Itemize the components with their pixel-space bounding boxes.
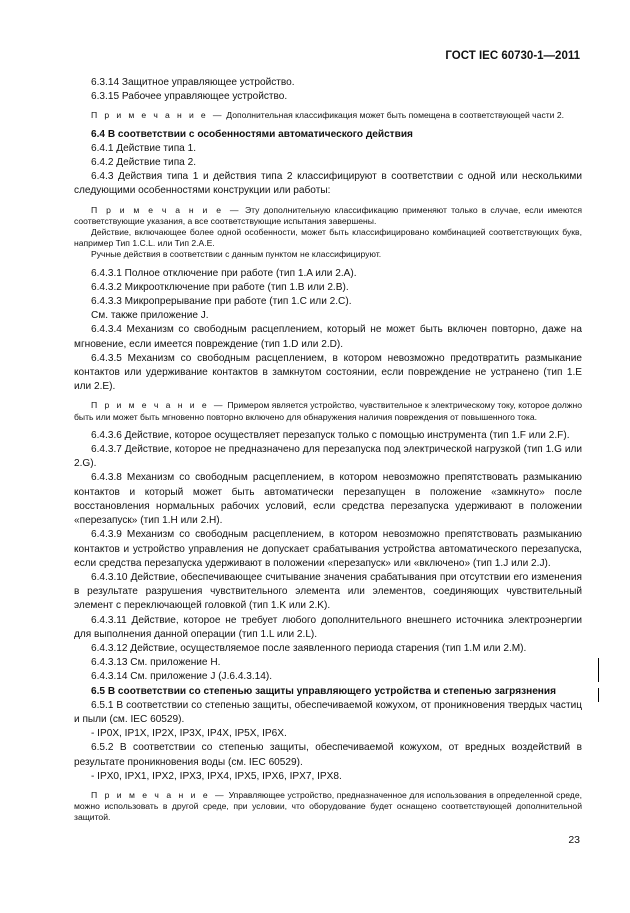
see-also-annex-j: См. также приложение J. xyxy=(91,310,209,322)
clause-6-4-3-8: 6.4.3.8 Механизм со свободным расцеплением, в котором невозможно препятствовать размыканию контактов и который может быть автоматически перезапущен в положение «замкнуто» после восстановления нормальных рабочих условий, если средства перезапуска удерживают в положении «перезапуск» (тип 1.H или 2.H). xyxy=(74,472,582,527)
clause-6-5-1: 6.5.1 В соответствии со степенью защиты, обеспечиваемой кожухом, от проникновения твердых частиц и пыли (см. IEC 60529). xyxy=(74,699,582,725)
ip-code-list: - IP0X, IP1X, IP2X, IP3X, IP4X, IP5X, IP6X. xyxy=(91,728,287,740)
clause-6-3-14: 6.3.14 Защитное управляющее устройство. xyxy=(91,77,295,88)
note-text: Дополнительная классификация может быть помещена в соответствующей части 2. xyxy=(223,110,565,121)
note-label: П р и м е ч а н и е — xyxy=(91,789,227,800)
note-label: П р и м е ч а н и е — xyxy=(91,110,224,121)
note-line: Действие, включающее более одной особенности, может быть классифицировано комбинацией соответствующих букв, например Тип 1.C.L. или Тип 2.A.E. xyxy=(74,227,582,249)
clause-6-4-3-1: 6.4.3.1 Полное отключение при работе (тип 1.A или 2.A). xyxy=(91,267,357,279)
note-label: П р и м е ч а н и е — xyxy=(91,400,225,411)
note xyxy=(74,790,582,824)
note-label: П р и м е ч а н и е — xyxy=(91,204,241,215)
clause-6-5-2: 6.5.2 В соответствии со степенью защиты, обеспечиваемой кожухом, от вредных воздействий в результате проникновения воды (см. IEC 60529). xyxy=(74,742,582,768)
document-body xyxy=(74,76,582,824)
clause-6-4-3-2: 6.4.3.2 Микроотключение при работе (тип 1.B или 2.B). xyxy=(91,281,349,293)
clause-6-4-3: 6.4.3 Действия типа 1 и действия типа 2 классифицируют в соответствии с одной или несколькими следующими особенностями конструкции или работы: xyxy=(74,171,582,197)
note-line: Ручные действия в соответствии с данным пунктом не классифицируют. xyxy=(91,249,382,260)
clause-6-4-3-9: 6.4.3.9 Механизм со свободным расцеплением, в котором невозможно препятствовать размыканию контактов и устройство управления не допускает срабатывания устройства автоматического перезапуска, если средства перезапуска удерживают в положении «перезапуск» или «включено» (тип 1.J или 2.J). xyxy=(74,529,582,569)
section-heading-6-4: 6.4 В соответствии с особенностями автоматического действия xyxy=(91,128,413,140)
note-text: Эту дополнительную классификацию применяют только в случае, если имеются соответствующие указания, а все соответствующие испытания завершены. xyxy=(74,204,582,226)
document-code: ГОСТ IEC 60730-1—2011 xyxy=(445,50,580,62)
clause-6-4-3-6: 6.4.3.6 Действие, которое осуществляет перезапуск только с помощью инструмента (тип 1.F или 2.F). xyxy=(91,429,570,441)
note xyxy=(74,205,582,227)
clause-6-4-3-10: 6.4.3.10 Действие, обеспечивающее считывание значения срабатывания при отсутствии его изменения в результате разрушения чувствительного элемента или элементов, соединяющих чувствительный элемент с переключающей головкой (тип 1.K или 2.K). xyxy=(74,571,582,612)
clause-6-4-3-13: 6.4.3.13 См. приложение H. xyxy=(91,657,221,669)
clause-6-4-3-7: 6.4.3.7 Действие, которое не предназначено для перезапуска под электрической нагрузкой (тип 1.G или 2.G). xyxy=(74,444,582,470)
change-bar xyxy=(598,688,599,702)
clause-6-4-3-5: 6.4.3.5 Механизм со свободным расцеплением, в котором невозможно предотвратить размыкание контактов или удерживание контактов в замкнутом состоянии, если повреждение не устранено (тип 1.E или 2.E). xyxy=(74,352,582,393)
clause-6-4-1: 6.4.1 Действие типа 1. xyxy=(91,142,196,154)
note-text: Управляющее устройство, предназначенное для использования в определенной среде, можно использовать в другой среде, при условии, что оборудование будет оснащено соответствующей дополнительной защитой. xyxy=(74,789,582,823)
note xyxy=(74,110,582,121)
clause-6-4-2: 6.4.2 Действие типа 2. xyxy=(91,157,196,169)
clause-6-4-3-12: 6.4.3.12 Действие, осуществляемое после заявленного периода старения (тип 1.M или 2.M). xyxy=(91,642,527,654)
page-number: 23 xyxy=(568,834,580,846)
change-bar xyxy=(598,658,599,682)
clause-6-4-3-4: 6.4.3.4 Механизм со свободным расцеплением, который не может быть включен повторно, даже на мгновение, если имеется повреждение (тип 1.D или 2.D). xyxy=(74,324,582,350)
note-text: Примером является устройство, чувствительное к электрическому току, которое должно быть или может быть мгновенно повторно включено для обнаружения наличия повреждения от повышенного тока. xyxy=(74,400,582,422)
clause-6-4-3-11: 6.4.3.11 Действие, которое не требует любого дополнительного внешнего источника электроэнергии для выполнения данной операции (тип 1.L или 2.L). xyxy=(74,614,582,640)
clause-6-4-3-3: 6.4.3.3 Микропрерывание при работе (тип 1.C или 2.C). xyxy=(91,296,352,308)
section-heading-6-5: 6.5 В соответствии со степенью защиты управляющего устройства и степенью загрязнения xyxy=(91,685,557,697)
ip-code-list: - IPX0, IPX1, IPX2, IPX3, IPX4, IPX5, IPX6, IPX7, IPX8. xyxy=(91,770,342,782)
clause-6-4-3-14: 6.4.3.14 См. приложение J (J.6.4.3.14). xyxy=(91,671,273,683)
clause-6-3-15: 6.3.15 Рабочее управляющее устройство. xyxy=(91,91,288,103)
note xyxy=(74,400,582,422)
